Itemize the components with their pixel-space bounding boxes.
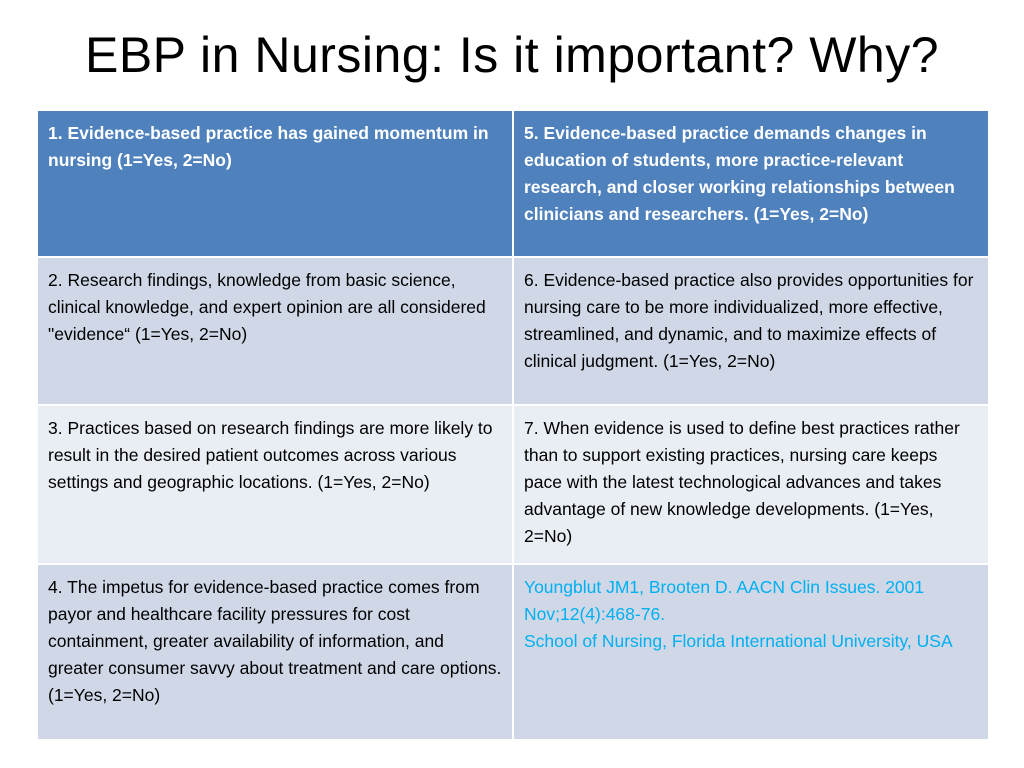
statement-4-text: 4. The impetus for evidence-based practice comes from payor and healthcare facility pressures for cost containment, greater availability of information, and greater consumer savvy about treatment and care options. — [48, 577, 502, 678]
table-row — [37, 564, 989, 740]
statement-5: 5. Evidence-based practice demands changes in education of students, more practice-relevant research, and closer working relationships between clinicians and researchers. (1=Yes, 2=No) — [513, 110, 989, 257]
citation-cell — [513, 564, 989, 740]
citation-reference: Youngblut JM1, Brooten D. AACN Clin Issues. 2001 Nov;12(4):468-76. — [524, 577, 925, 624]
statement-2: 2. Research findings, knowledge from basic science, clinical knowledge, and expert opinion are all considered "evidence“ (1=Yes, 2=No) — [37, 257, 513, 405]
citation-affiliation: School of Nursing, Florida International University, USA — [524, 631, 953, 651]
statement-4 — [37, 564, 513, 740]
statement-7: 7. When evidence is used to define best practices rather than to support existing practices, nursing care keeps pace with the latest technological advances and takes advantage of new knowledge developments. (1=Yes, 2=No) — [513, 405, 989, 564]
table-row — [37, 257, 989, 405]
statement-6: 6. Evidence-based practice also provides opportunities for nursing care to be more individualized, more effective, streamlined, and dynamic, and to maximize effects of clinical judgment. (1=Yes, 2=No) — [513, 257, 989, 405]
statement-3: 3. Practices based on research findings are more likely to result in the desired patient outcomes across various settings and geographic locations. (1=Yes, 2=No) — [37, 405, 513, 564]
table-row — [37, 110, 989, 257]
statement-4-answer-scale: (1=Yes, 2=No) — [48, 685, 161, 705]
slide-title: EBP in Nursing: Is it important? Why? — [84, 27, 940, 83]
statement-1: 1. Evidence-based practice has gained momentum in nursing (1=Yes, 2=No) — [37, 110, 513, 257]
ebp-statement-table — [36, 109, 990, 741]
table-row — [37, 405, 989, 564]
